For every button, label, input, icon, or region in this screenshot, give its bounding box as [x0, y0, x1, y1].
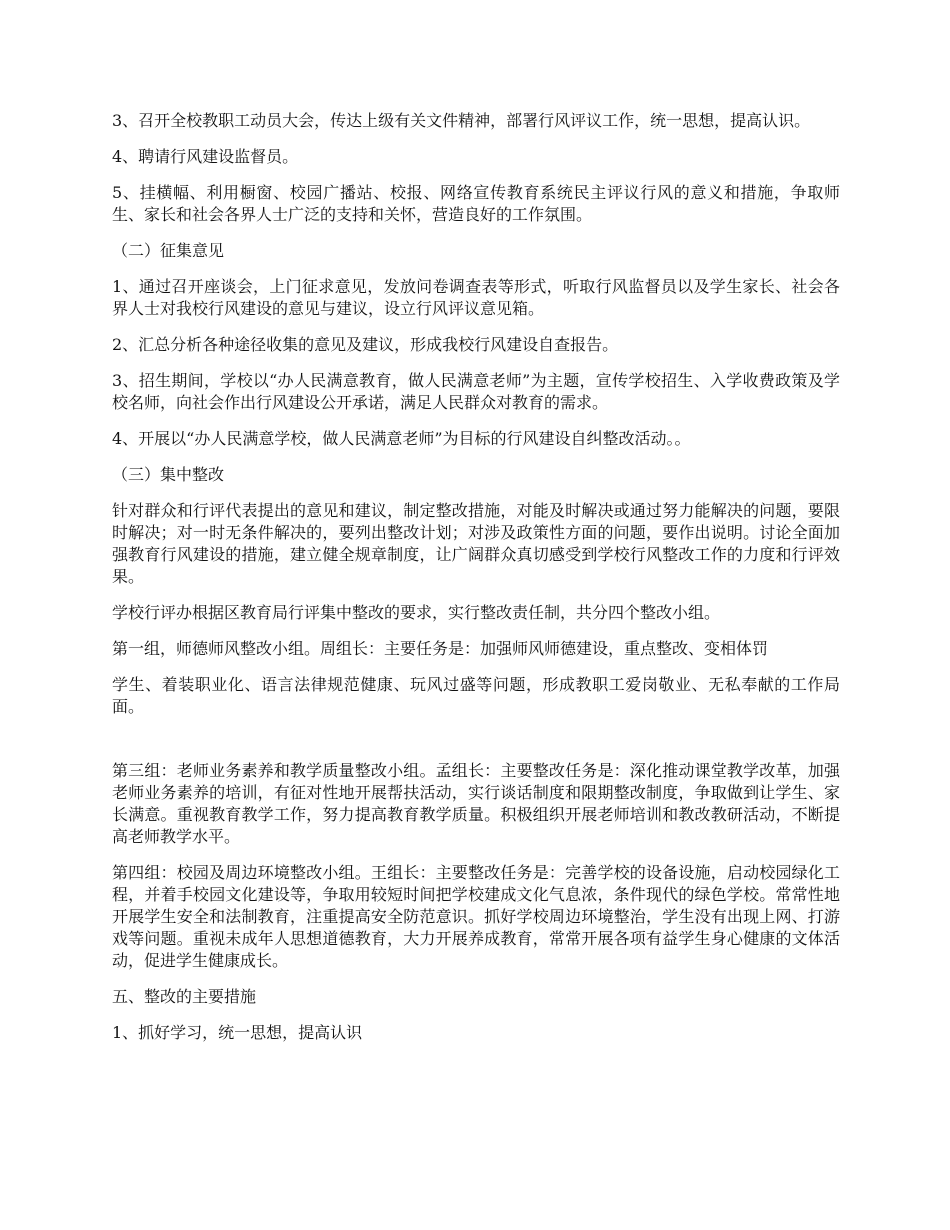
paragraph-rectification-intro: 针对群众和行评代表提出的意见和建议，制定整改措施，对能及时解决或通过努力能解决的问题，要限时解决；对一时无条件解决的，要列出整改计划；对涉及政策性方面的问题，要作出说明。讨论全面加强教育行风建设的措施，建立健全规章制度，让广阔群众真切感受到学校行风整改工作的力度和行评效果。 — [112, 501, 840, 586]
paragraph-group-one-continued: 学生、着装职业化、语言法律规范健康、玩风过盛等问题，形成教职工爱岗敬业、无私奉献的工作局面。 — [112, 675, 840, 716]
paragraph-group-one: 第一组，师德师风整改小组。周组长：主要任务是：加强师风师德建设，重点整改、变相体罚 — [112, 639, 769, 658]
paragraph-measure-1: 1、抓好学习，统一思想，提高认识 — [112, 1023, 363, 1042]
section-heading-main-measures: 五、整改的主要措施 — [112, 987, 257, 1006]
paragraph-collect-4: 4、开展以“办人民满意学校，做人民满意老师”为目标的行风建设自纠整改活动。。 — [112, 429, 691, 448]
paragraph-group-three: 第三组：老师业务素养和教学质量整改小组。孟组长：主要整改任务是：深化推动课堂教学改革，加强老师业务素养的培训，有征对性地开展帮扶活动，实行谈话制度和限期整改制度，争取做到让学生、家长满意。重视教育教学工作，努力提高教育教学质量。积极组织开展老师培训和教改教研活动，不断提高老师教学水平。 — [112, 761, 840, 846]
paragraph-collect-1: 1、通过召开座谈会，上门征求意见，发放问卷调查表等形式，听取行风监督员以及学生家长、社会各界人士对我校行风建设的意见与建议，设立行风评议意见箱。 — [112, 277, 840, 318]
paragraph-rectification-groups: 学校行评办根据区教育局行评集中整改的要求，实行整改责任制，共分四个整改小组。 — [112, 603, 721, 622]
blank-gap — [112, 732, 840, 760]
section-heading-rectification: （三）集中整改 — [112, 465, 225, 484]
paragraph-item-5: 5、挂横幅、利用橱窗、校园广播站、校报、网络宣传教育系统民主评议行风的意义和措施，争取师生、家长和社会各界人士广泛的支持和关怀，营造良好的工作氛围。 — [112, 183, 840, 224]
paragraph-group-four: 第四组：校园及周边环境整改小组。王组长：主要整改任务是：完善学校的设备设施，启动校园绿化工程，并着手校园文化建设等，争取用较短时间把学校建成文化气息浓，条件现代的绿色学校。常常性地开展学生安全和法制教育，注重提高安全防范意识。抓好学校周边环境整治，学生没有出现上网、打游戏等问题。重视未成年人思想道德教育，大力开展养成教育，常常开展各项有益学生身心健康的文体活动，促进学生健康成长。 — [112, 863, 840, 970]
paragraph-item-3: 3、召开全校教职工动员大会，传达上级有关文件精神，部署行风评议工作，统一思想，提高认识。 — [112, 111, 811, 130]
paragraph-collect-2: 2、汇总分析各种途径收集的意见及建议，形成我校行风建设自查报告。 — [112, 335, 619, 354]
document-page — [112, 110, 840, 1058]
paragraph-collect-3: 3、招生期间，学校以“办人民满意教育，做人民满意老师”为主题，宣传学校招生、入学收费政策及学校名师，向社会作出行风建设公开承诺，满足人民群众对教育的需求。 — [112, 371, 840, 412]
paragraph-item-4: 4、聘请行风建设监督员。 — [112, 147, 299, 166]
section-heading-collect-opinions: （二）征集意见 — [112, 241, 225, 260]
